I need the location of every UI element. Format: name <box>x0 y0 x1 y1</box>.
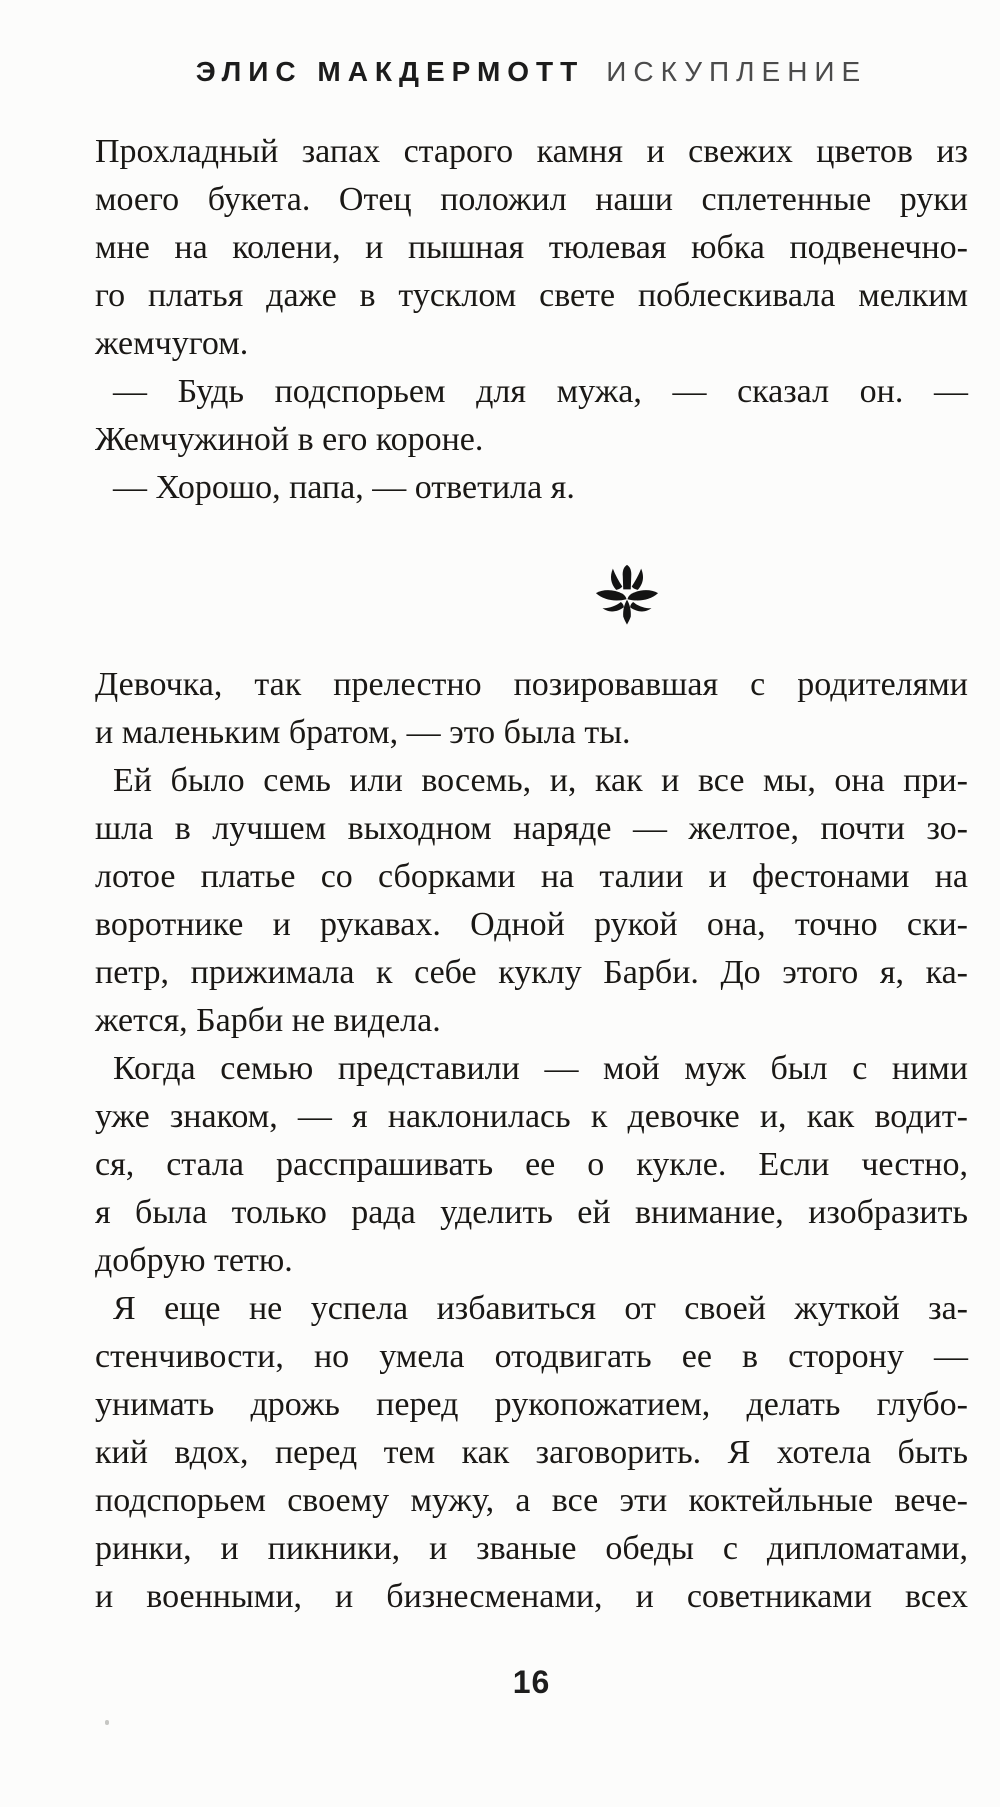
page-number: 16 <box>512 1664 551 1700</box>
text-line: кий вдох, перед тем как заговорить. Я хотела быть <box>95 1434 968 1471</box>
text-line: — Хорошо, папа, — ответила я. <box>113 469 575 506</box>
text-line: стенчивости, но умела отодвигать ее в сторону — <box>95 1338 968 1375</box>
text-line: шла в лучшем выходном наряде — желтое, почти зо- <box>95 810 968 847</box>
text-line: жется, Барби не видела. <box>95 1002 441 1039</box>
text-line: Когда семью представили — мой муж был с ними <box>113 1050 968 1087</box>
running-head-title: ИСКУПЛЕНИЕ <box>606 56 868 87</box>
text-line: жемчугом. <box>95 325 249 362</box>
text-line: — Будь подспорьем для мужа, — сказал он. — <box>113 373 968 410</box>
paragraph-block-2 <box>95 661 968 1621</box>
running-head-author: ЭЛИС МАКДЕРМОТТ <box>195 56 585 87</box>
paragraph-block-1 <box>95 128 968 512</box>
text-line: Ей было семь или восемь, и, как и все мы, она при- <box>113 762 968 799</box>
text-line: мне на колени, и пышная тюлевая юбка подвенечно- <box>95 229 968 266</box>
text-line: воротнике и рукавах. Одной рукой она, точно ски- <box>95 906 968 943</box>
text-line: ринки, и пикники, и званые обеды с дипломатами, <box>95 1530 968 1567</box>
lotus-ornament-icon <box>595 562 659 628</box>
text-line: лотое платье со сборками на талии и фестонами на <box>95 858 968 895</box>
text-line: ся, стала расспрашивать ее о кукле. Если честно, <box>95 1146 968 1183</box>
section-break <box>190 562 1000 628</box>
text-line: петр, прижимала к себе куклу Барби. До этого я, ка- <box>95 954 968 991</box>
text-line: и маленьким братом, — это была ты. <box>95 714 631 751</box>
text-line: подспорьем своему мужу, а все эти коктейльные вече- <box>95 1482 968 1519</box>
text-line: уже знаком, — я наклонилась к девочке и, как водит- <box>95 1098 968 1135</box>
text-line: моего букета. Отец положил наши сплетенные руки <box>95 181 968 218</box>
text-line: Девочка, так прелестно позировавшая с родителями <box>95 666 968 703</box>
text-line: я была только рада уделить ей внимание, изобразить <box>95 1194 968 1231</box>
text-line: и военными, и бизнесменами, и советниками всех <box>95 1578 968 1615</box>
text-line: Жемчужиной в его короне. <box>95 421 484 458</box>
text-line: го платья даже в тусклом свете поблескивала мелким <box>95 277 968 314</box>
text-column <box>95 0 968 1807</box>
text-line: Я еще не успела избавиться от своей жуткой за- <box>113 1290 968 1327</box>
text-line: добрую тетю. <box>95 1242 293 1279</box>
text-line: Прохладный запах старого камня и свежих цветов из <box>95 133 968 170</box>
text-line: унимать дрожь перед рукопожатием, делать глубо- <box>95 1386 968 1423</box>
scan-speck <box>105 1720 109 1725</box>
